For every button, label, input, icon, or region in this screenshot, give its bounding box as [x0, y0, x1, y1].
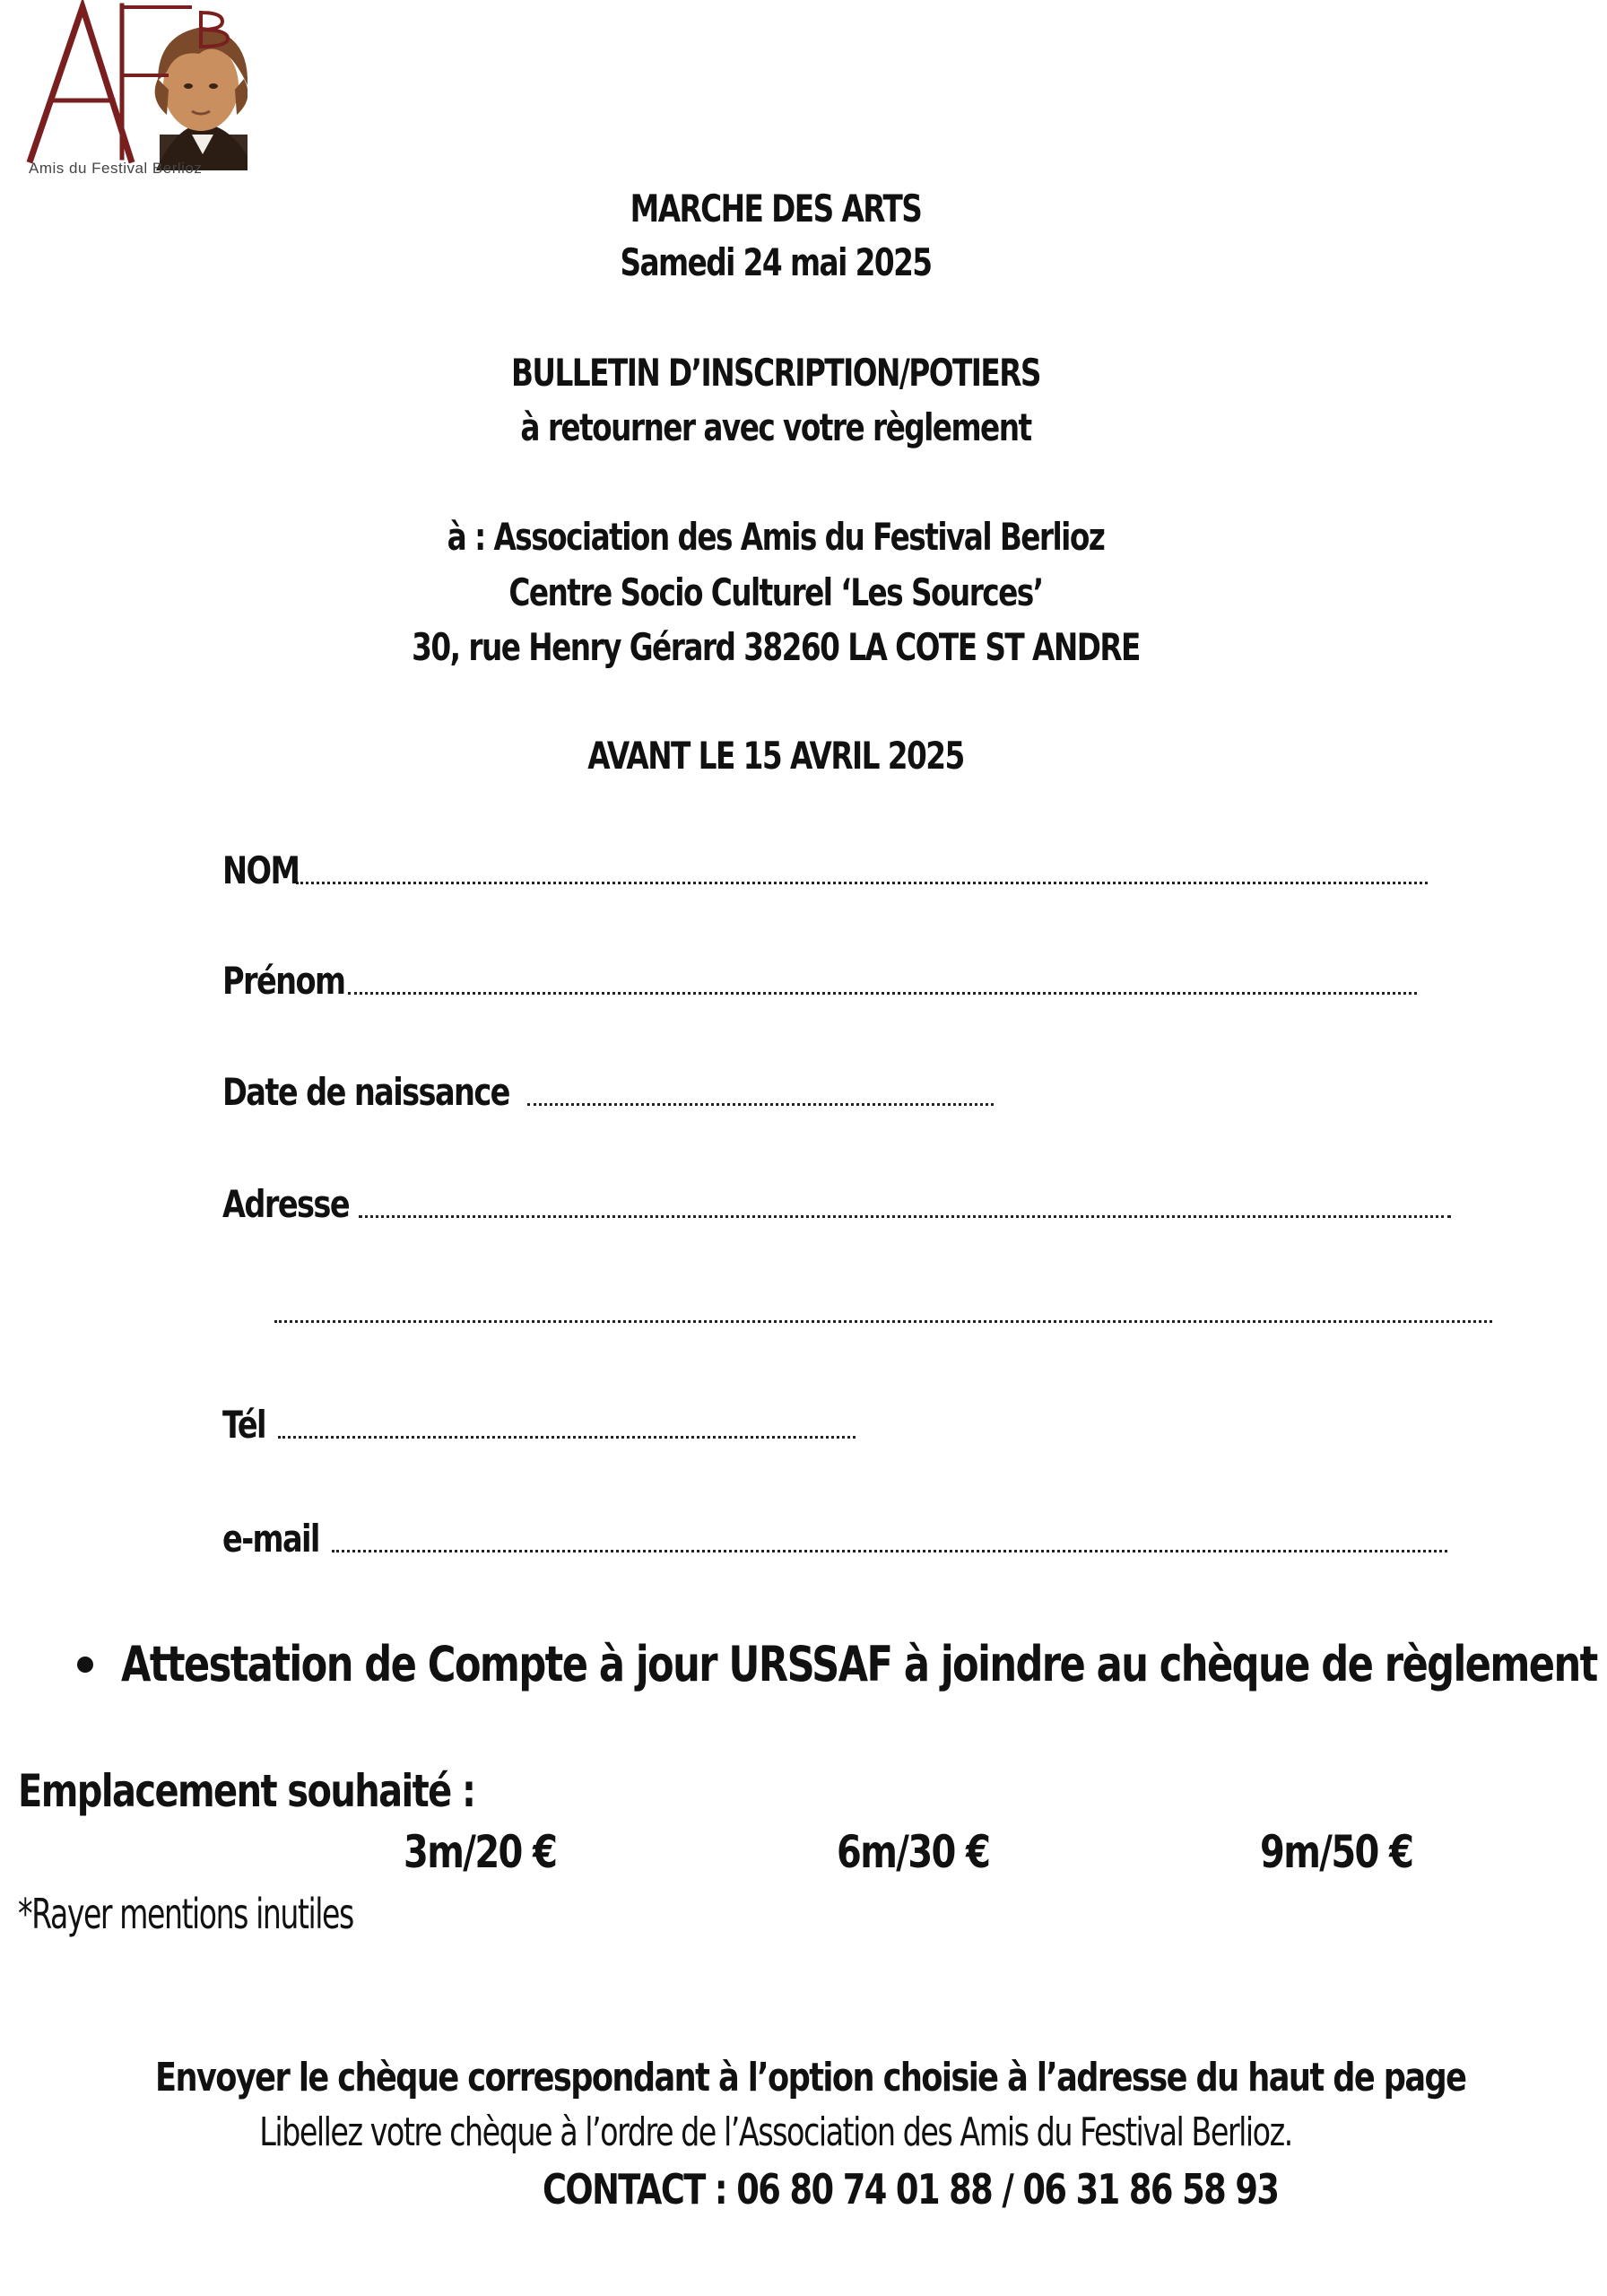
tel-field[interactable]: [222, 1403, 856, 1447]
return-note: à retourner avec votre règlement: [520, 405, 1031, 449]
bullet-dot-icon: [77, 1657, 93, 1673]
adresse-line-2[interactable]: [274, 1320, 1492, 1328]
urssaf-note: Attestation de Compte à jour URSSAF à joindre au chèque de règlement: [121, 1636, 1597, 1692]
logo-caption: Amis du Festival Berlioz: [29, 160, 203, 177]
prenom-field[interactable]: [222, 959, 1417, 1003]
event-date: Samedi 24 mai 2025: [620, 240, 932, 284]
form-title: BULLETIN D’INSCRIPTION/POTIERS: [511, 351, 1040, 395]
email-line[interactable]: [332, 1550, 1447, 1552]
adresse-line-2-dots[interactable]: [274, 1320, 1492, 1323]
prenom-line[interactable]: [348, 992, 1417, 995]
address-line3: 30, rue Henry Gérard 38260 LA COTE ST ANDRE: [412, 625, 1140, 669]
nom-label: NOM: [222, 848, 300, 892]
option-3m[interactable]: 3m/20 €: [404, 1826, 557, 1878]
naissance-line[interactable]: [527, 1103, 994, 1106]
option-9m[interactable]: 9m/50 €: [1260, 1826, 1413, 1878]
address-line2: Centre Socio Culturel ‘Les Sources’: [508, 570, 1043, 614]
naissance-field[interactable]: [222, 1070, 994, 1114]
deadline-block: [0, 734, 1551, 778]
form-title-block: [0, 351, 1551, 395]
deadline: AVANT LE 15 AVRIL 2025: [587, 734, 964, 778]
nom-line[interactable]: [296, 882, 1428, 884]
address-line2-block: [0, 570, 1551, 614]
event-title: MARCHE DES ARTS: [630, 187, 922, 230]
naissance-label: Date de naissance: [222, 1070, 509, 1114]
cheque-order-note: Libellez votre chèque à l’ordre de l’Association des Amis du Festival Berlioz.: [259, 2109, 1292, 2155]
option-6m[interactable]: 6m/30 €: [837, 1826, 990, 1878]
tel-line[interactable]: [278, 1436, 856, 1439]
address-line1-block: [0, 515, 1551, 559]
event-date-block: [0, 240, 1551, 284]
nom-field[interactable]: [222, 848, 1428, 892]
adresse-line[interactable]: [359, 1215, 1451, 1218]
address-line3-block: [0, 625, 1551, 669]
adresse-label: Adresse: [222, 1182, 350, 1226]
event-title-block: [0, 187, 1551, 230]
return-note-block: [0, 405, 1551, 449]
address-line1: à : Association des Amis du Festival Berlioz: [447, 515, 1105, 559]
afb-logo: [23, 0, 248, 184]
rayer-note: *Rayer mentions inutiles: [18, 1890, 353, 1938]
send-instructions: Envoyer le chèque correspondant à l’option choisie à l’adresse du haut de page: [155, 2055, 1466, 2100]
email-label: e-mail: [222, 1517, 319, 1561]
tel-label: Tél: [222, 1403, 265, 1447]
contact-line: CONTACT : 06 80 74 01 88 / 06 31 86 58 93: [543, 2165, 1279, 2213]
prenom-label: Prénom: [222, 959, 345, 1003]
email-field[interactable]: [222, 1517, 1447, 1561]
adresse-field[interactable]: [222, 1182, 1451, 1226]
emplacement-title: Emplacement souhaité :: [18, 1765, 475, 1817]
